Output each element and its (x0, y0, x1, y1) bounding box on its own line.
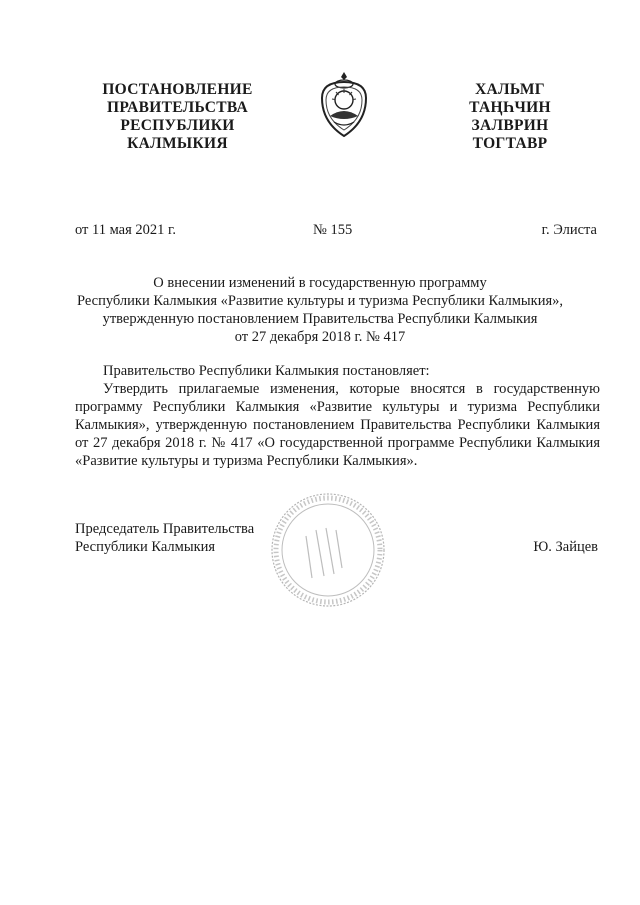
header-right-line: ТАҢҺЧИН (469, 99, 551, 116)
header-left-line: ПОСТАНОВЛЕНИЕ (102, 81, 253, 98)
body-text (75, 380, 600, 470)
document-title (60, 274, 580, 346)
signatory-position-line: Председатель Правительства (75, 521, 255, 537)
document-number: № 155 (313, 222, 353, 238)
signatory-position (75, 520, 254, 556)
title-line: Республики Калмыкия «Развитие культуры и туризма Республики Калмыкия», (76, 293, 564, 309)
header-left-line: РЕСПУБЛИКИ (120, 117, 235, 134)
signatory-name: Ю. Зайцев (533, 539, 598, 555)
header-left-line: КАЛМЫКИЯ (127, 135, 228, 152)
title-line: от 27 декабря 2018 г. № 417 (234, 329, 406, 345)
header-right-line: ТОГТАВР (472, 135, 548, 152)
header-left-title (90, 81, 265, 153)
signatory-position-line: Республики Калмыкия (75, 539, 216, 555)
calmykia-coat-of-arms-icon (316, 70, 372, 140)
document-city: г. Элиста (541, 222, 597, 238)
round-seal-stamp-icon (268, 490, 388, 610)
title-line: утвержденную постановлением Правительства Республики Калмыкия (102, 311, 538, 327)
title-line: О внесении изменений в государственную программу (153, 275, 487, 291)
header-right-line: ХАЛЬМГ (475, 81, 545, 98)
document-date: от 11 мая 2021 г. (75, 222, 176, 238)
preamble: Правительство Республики Калмыкия постановляет: (103, 363, 430, 379)
header-right-line: ЗАЛВРИН (471, 117, 549, 134)
body-paragraph: Утвердить прилагаемые изменения, которые вносятся в государственную программу Республики Калмыкия «Развитие культуры и туризма Республики Калмыкия», утвержденную постановлением Правительства Республики Калмыкия от 27 декабря 2018 г. № 417 «О государственной программе Республики Калмыкия «Развитие культуры и туризма Республики Калмыкия». (75, 381, 600, 469)
header-left-line: ПРАВИТЕЛЬСТВА (106, 99, 248, 116)
header-right-title (445, 81, 575, 153)
